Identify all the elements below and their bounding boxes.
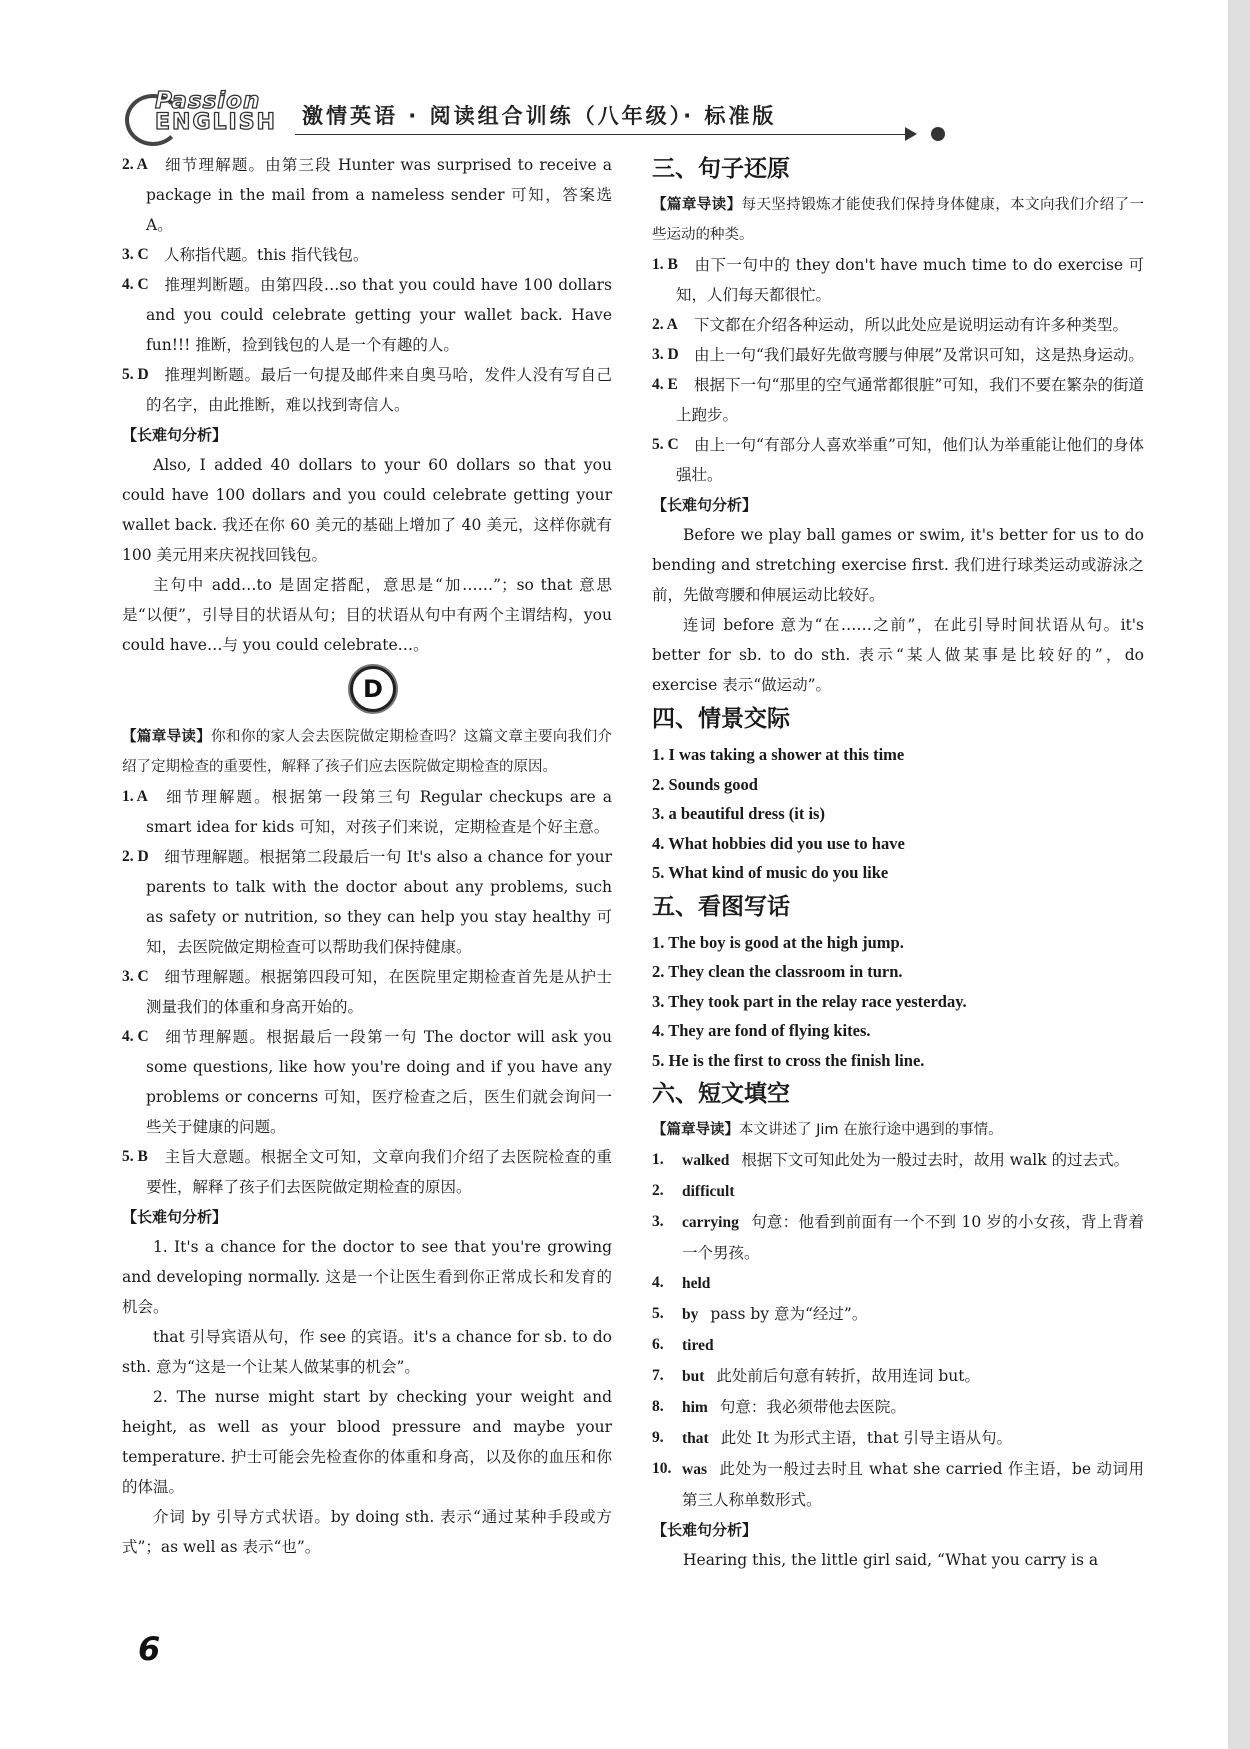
analysis-paragraph: 1. It's a chance for the doctor to see that you're growing and developing normally. 这是一个让医生看到你正常成长和发育的机会。	[122, 1238, 612, 1316]
passage-d-marker: D	[350, 666, 396, 712]
arrow-right-icon	[905, 127, 917, 141]
cloze-answer	[652, 1330, 1144, 1361]
answer-item	[122, 150, 612, 240]
answer-number: 2. D	[122, 848, 149, 865]
analysis-paragraph: 主句中 add…to 是固定搭配，意思是“加……”；so that 意思是“以便”，引导目的状语从句；目的状语从句中有两个主谓结构，you could have…与 you could celebrate…。	[122, 576, 612, 654]
answer-word: him	[682, 1399, 708, 1416]
picture-writing-answer: 1. The boy is good at the high jump.	[652, 932, 904, 952]
answer-number: 5.	[652, 1305, 664, 1322]
answer-word: tired	[682, 1337, 714, 1354]
answer-text: 细节理解题。根据第二段最后一句 It's also a chance for your parents to talk with the doctor about any problems, such as safety or nutrition, so they can help you stay healthy 可知，去医院做定期检查可以帮助我们保持健康。	[146, 848, 612, 956]
picture-writing-answer: 5. He is the first to cross the finish line.	[652, 1050, 925, 1070]
answer-number: 8.	[652, 1398, 664, 1415]
answer-text: 人称指代题。this 指代钱包。	[164, 246, 369, 264]
answer-word: carrying	[682, 1214, 739, 1231]
cloze-answer	[652, 1423, 1144, 1454]
analysis-paragraph: Also, I added 40 dollars to your 60 dollars so that you could have 100 dollars and you could celebrate getting your wallet back. 我还在你 60 美元的基础上增加了 40 美元，这样你就有 100 美元用来庆祝找回钱包。	[122, 456, 612, 564]
analysis-paragraph: Hearing this, the little girl said, “What you carry is a	[683, 1551, 1099, 1569]
answer-item	[122, 360, 612, 420]
answer-word: held	[682, 1275, 711, 1292]
answer-item	[122, 1022, 612, 1142]
guide-text: 每天坚持锻炼才能使我们保持身体健康，本文向我们介绍了一些运动的种类。	[652, 197, 1144, 243]
guide-tag: 【篇章导读】	[652, 197, 742, 213]
dialogue-answer: 3. a beautiful dress (it is)	[652, 804, 825, 823]
analysis-paragraph: that 引导宾语从句，作 see 的宾语。it's a chance for sb. to do sth. 意为“这是一个让某人做某事的机会”。	[122, 1328, 612, 1376]
answer-text: 由上一句“我们最好先做弯腰与伸展”及常识可知，这是热身运动。	[694, 346, 1144, 364]
answer-number: 1. A	[122, 788, 148, 805]
analysis-paragraph: Before we play ball games or swim, it's better for us to do bending and stretching exercise first. 我们进行球类运动或游泳之前，先做弯腰和伸展运动比较好。	[652, 526, 1144, 604]
answer-word: by	[682, 1306, 699, 1323]
dialogue-answer: 2. Sounds good	[652, 774, 758, 794]
answer-number: 5. C	[652, 436, 679, 453]
answer-word: but	[682, 1368, 705, 1385]
picture-writing-answer: 4. They are fond of flying kites.	[652, 1021, 871, 1040]
answer-word: was	[682, 1461, 707, 1478]
header-dot-icon	[931, 127, 945, 141]
left-column	[122, 150, 612, 1562]
answer-item	[122, 842, 612, 962]
answer-text: 此处前后句意有转折，故用连词 but。	[716, 1367, 980, 1385]
answer-number: 3. D	[652, 346, 679, 363]
cloze-answer	[652, 1145, 1144, 1176]
answer-item	[652, 370, 1144, 430]
answer-item	[652, 310, 1144, 340]
guide-tag: 【篇章导读】	[652, 1122, 739, 1138]
answer-number: 3. C	[122, 246, 149, 263]
analysis-label: 【长难句分析】	[652, 496, 758, 514]
answer-word: difficult	[682, 1183, 735, 1200]
answer-number: 1. B	[652, 256, 678, 273]
passage-guide	[652, 1115, 1144, 1145]
answer-text: 句意：我必须带他去医院。	[719, 1398, 906, 1416]
dialogue-answer: 4. What hobbies did you use to have	[652, 833, 905, 853]
analysis-label: 【长难句分析】	[122, 1208, 228, 1226]
dialogue-answer: 5. What kind of music do you like	[652, 863, 889, 882]
passage-guide	[652, 190, 1144, 250]
guide-text: 你和你的家人会去医院做定期检查吗？这篇文章主要向我们介绍了定期检查的重要性，解释了孩子们应去医院做定期检查的原因。	[122, 729, 612, 775]
answer-text: 此处 It 为形式主语，that 引导主语从句。	[720, 1429, 1013, 1447]
answer-item	[122, 962, 612, 1022]
answer-item	[652, 340, 1144, 370]
answer-text: 推理判断题。由第四段…so that you could have 100 dollars and you could celebrate getting your wallet back. Have fun!!! 推断，捡到钱包的人是一个有趣的人。	[146, 276, 612, 354]
answer-number: 4.	[652, 1274, 664, 1291]
guide-tag: 【篇章导读】	[122, 729, 212, 745]
header-title: 激情英语 · 阅读组合训练（八年级）· 标准版	[302, 104, 777, 128]
logo-bottom-text: ENGLISH	[155, 110, 277, 135]
logo-top-text: Passion	[155, 88, 261, 114]
answer-number: 7.	[652, 1367, 664, 1384]
answer-text: 细节理解题。由第三段 Hunter was surprised to receive a package in the mail from a nameless sender 可知，答案选 A。	[146, 156, 612, 234]
answer-number: 4. C	[122, 276, 149, 293]
answer-text: 根据下文可知此处为一般过去时，故用 walk 的过去式。	[741, 1151, 1130, 1169]
answer-text: 细节理解题。根据第一段第三句 Regular checkups are a smart idea for kids 可知，对孩子们来说，定期检查是个好主意。	[146, 788, 612, 836]
picture-writing-answer: 2. They clean the classroom in turn.	[652, 962, 903, 981]
page-header	[120, 86, 950, 142]
answer-text: 细节理解题。根据最后一段第一句 The doctor will ask you some questions, like how you're doing and if you have any problems or concerns 可知，医疗检查之后，医生们就会询问一些关于健康的问题。	[146, 1028, 612, 1136]
answer-number: 2. A	[652, 316, 678, 333]
section-heading-4: 四、情景交际	[652, 706, 790, 732]
cloze-answer	[652, 1268, 1144, 1299]
answer-number: 2. A	[122, 156, 148, 173]
guide-text: 本文讲述了 Jim 在旅行途中遇到的事情。	[739, 1122, 1003, 1138]
analysis-paragraph: 介词 by 引导方式状语。by doing sth. 表示“通过某种手段或方式”；as well as 表示“也”。	[122, 1508, 612, 1556]
dialogue-answer: 1. I was taking a shower at this time	[652, 745, 905, 764]
page-edge-shadow	[1228, 0, 1250, 1749]
answer-text: 句意：他看到前面有一个不到 10 岁的小女孩，背上背着一个男孩。	[682, 1213, 1144, 1262]
cloze-answer	[652, 1207, 1144, 1268]
answer-number: 10.	[652, 1460, 672, 1477]
answer-text: 主旨大意题。根据全文可知，文章向我们介绍了去医院检查的重要性，解释了孩子们去医院做定期检查的原因。	[146, 1148, 612, 1196]
answer-number: 4. E	[652, 376, 678, 393]
analysis-paragraph: 2. The nurse might start by checking your weight and height, as well as your blood pressure and maybe your temperature. 护士可能会先检查你的体重和身高，以及你的血压和你的体温。	[122, 1388, 612, 1496]
answer-number: 4. C	[122, 1028, 149, 1045]
section-heading-5: 五、看图写话	[652, 893, 790, 920]
passage-marker-row	[122, 660, 612, 722]
answer-number: 3.	[652, 1213, 664, 1230]
answer-text: 根据下一句“那里的空气通常都很脏”可知，我们不要在繁杂的街道上跑步。	[676, 376, 1144, 424]
page-number: 6	[138, 1630, 161, 1668]
answer-text: 此处为一般过去时且 what she carried 作主语，be 动词用第三人称单数形式。	[682, 1460, 1144, 1509]
header-rule	[295, 134, 915, 135]
answer-number: 1.	[652, 1151, 664, 1168]
answer-number: 2.	[652, 1182, 664, 1199]
answer-text: 由上一句“有部分人喜欢举重”可知，他们认为举重能让他们的身体强壮。	[676, 436, 1144, 484]
answer-item	[122, 270, 612, 360]
answer-item	[122, 1142, 612, 1202]
answer-number: 6.	[652, 1336, 664, 1353]
answer-text: 下文都在介绍各种运动，所以此处应是说明运动有许多种类型。	[694, 316, 1129, 334]
cloze-answer	[652, 1361, 1144, 1392]
cloze-answer	[652, 1176, 1144, 1207]
cloze-answer	[652, 1299, 1144, 1330]
answer-number: 3. C	[122, 968, 149, 985]
answer-item	[122, 782, 612, 842]
analysis-label: 【长难句分析】	[652, 1521, 758, 1539]
answer-word: that	[682, 1430, 709, 1447]
passion-english-logo	[125, 86, 280, 142]
cloze-answer	[652, 1392, 1144, 1423]
section-heading-3: 三、句子还原	[652, 156, 790, 182]
answer-item	[652, 250, 1144, 310]
right-column	[652, 150, 1144, 1575]
analysis-label: 【长难句分析】	[122, 426, 228, 444]
answer-text: 由下一句中的 they don't have much time to do exercise 可知，人们每天都很忙。	[676, 256, 1144, 304]
answer-word: walked	[682, 1152, 730, 1169]
cloze-answer	[652, 1454, 1144, 1515]
analysis-paragraph: 连词 before 意为“在……之前”，在此引导时间状语从句。it's better for sb. to do sth. 表示“某人做某事是比较好的”，do exercise 表示“做运动”。	[652, 616, 1144, 694]
passage-guide	[122, 722, 612, 782]
answer-text: 推理判断题。最后一句提及邮件来自奥马哈，发件人没有写自己的名字，由此推断，难以找到寄信人。	[146, 366, 612, 414]
answer-number: 5. D	[122, 366, 149, 383]
answer-number: 9.	[652, 1429, 664, 1446]
answer-number: 5. B	[122, 1148, 148, 1165]
answer-text: 细节理解题。根据第四段可知，在医院里定期检查首先是从护士测量我们的体重和身高开始的。	[146, 968, 612, 1016]
answer-item	[122, 240, 612, 270]
section-heading-6: 六、短文填空	[652, 1081, 790, 1107]
answer-item	[652, 430, 1144, 490]
answer-text: pass by 意为“经过”。	[710, 1305, 868, 1323]
picture-writing-answer: 3. They took part in the relay race yesterday.	[652, 991, 967, 1011]
